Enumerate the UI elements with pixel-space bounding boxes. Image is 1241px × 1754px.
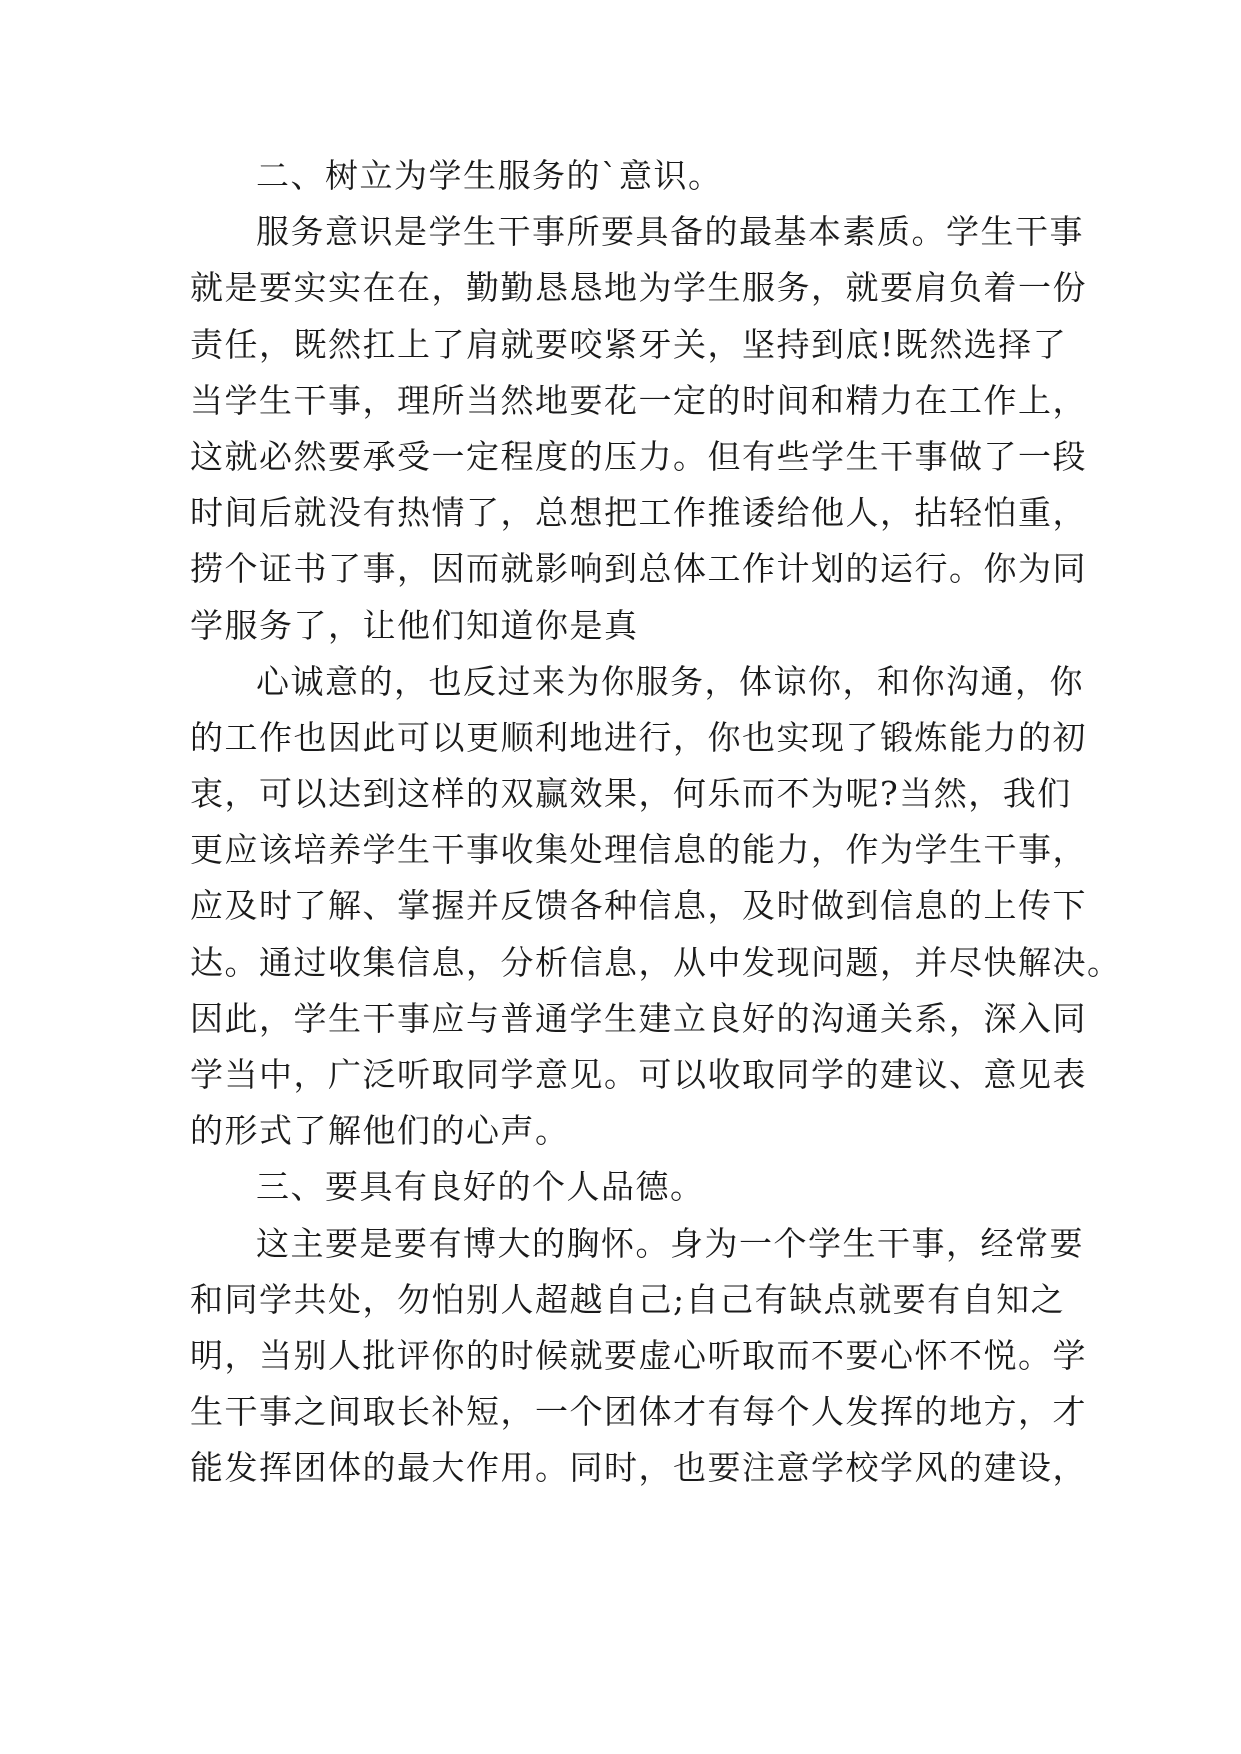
paragraph-line: 时间后就没有热情了，总想把工作推诿给他人，拈轻怕重， — [190, 493, 1087, 533]
document-body — [190, 148, 1122, 1497]
paragraph-line: 当学生干事，理所当然地要花一定的时间和精力在工作上， — [190, 380, 1087, 420]
paragraph-line: 达。通过收集信息，分析信息，从中发现问题，并尽快解决。 — [190, 942, 1122, 982]
paragraph-line: 这主要是要有博大的胸怀。身为一个学生干事，经常要 — [256, 1223, 1084, 1263]
paragraph-line: 的形式了解他们的心声。 — [190, 1111, 570, 1151]
paragraph-line: 生干事之间取长补短，一个团体才有每个人发挥的地方，才 — [190, 1392, 1087, 1432]
paragraph-line: 捞个证书了事，因而就影响到总体工作计划的运行。你为同 — [190, 549, 1087, 589]
paragraph-line: 应及时了解、掌握并反馈各种信息，及时做到信息的上传下 — [190, 886, 1087, 926]
paragraph-line: 和同学共处，勿怕别人超越自己;自己有缺点就要有自知之 — [190, 1279, 1066, 1319]
paragraph-line: 心诚意的，也反过来为你服务，体谅你，和你沟通，你 — [256, 661, 1084, 701]
paragraph-line: 能发挥团体的最大作用。同时，也要注意学校学风的建设， — [190, 1448, 1087, 1488]
section-heading-3: 三、要具有良好的个人品德。 — [256, 1167, 705, 1207]
paragraph-line: 学当中，广泛听取同学意见。可以收取同学的建议、意见表 — [190, 1055, 1087, 1094]
paragraph-line: 的工作也因此可以更顺利地进行，你也实现了锻炼能力的初 — [190, 717, 1087, 757]
paragraph-line: 更应该培养学生干事收集处理信息的能力，作为学生干事， — [190, 830, 1087, 870]
paragraph-line: 服务意识是学生干事所要具备的最基本素质。学生干事 — [256, 212, 1084, 252]
paragraph-line: 这就必然要承受一定程度的压力。但有些学生干事做了一段 — [190, 436, 1087, 476]
paragraph-line: 学服务了，让他们知道你是真 — [190, 605, 639, 645]
section-heading-2: 二、树立为学生服务的`意识。 — [256, 156, 723, 195]
paragraph-line: 明，当别人批评你的时候就要虚心听取而不要心怀不悦。学 — [190, 1335, 1087, 1375]
paragraph-line: 衷，可以达到这样的双赢效果，何乐而不为呢?当然，我们 — [190, 774, 1072, 814]
paragraph-line: 因此，学生干事应与普通学生建立良好的沟通关系，深入同 — [190, 998, 1087, 1038]
paragraph-line: 责任，既然扛上了肩就要咬紧牙关，坚持到底!既然选择了 — [190, 324, 1068, 364]
paragraph-line: 就是要实实在在，勤勤恳恳地为学生服务，就要肩负着一份 — [190, 268, 1087, 308]
